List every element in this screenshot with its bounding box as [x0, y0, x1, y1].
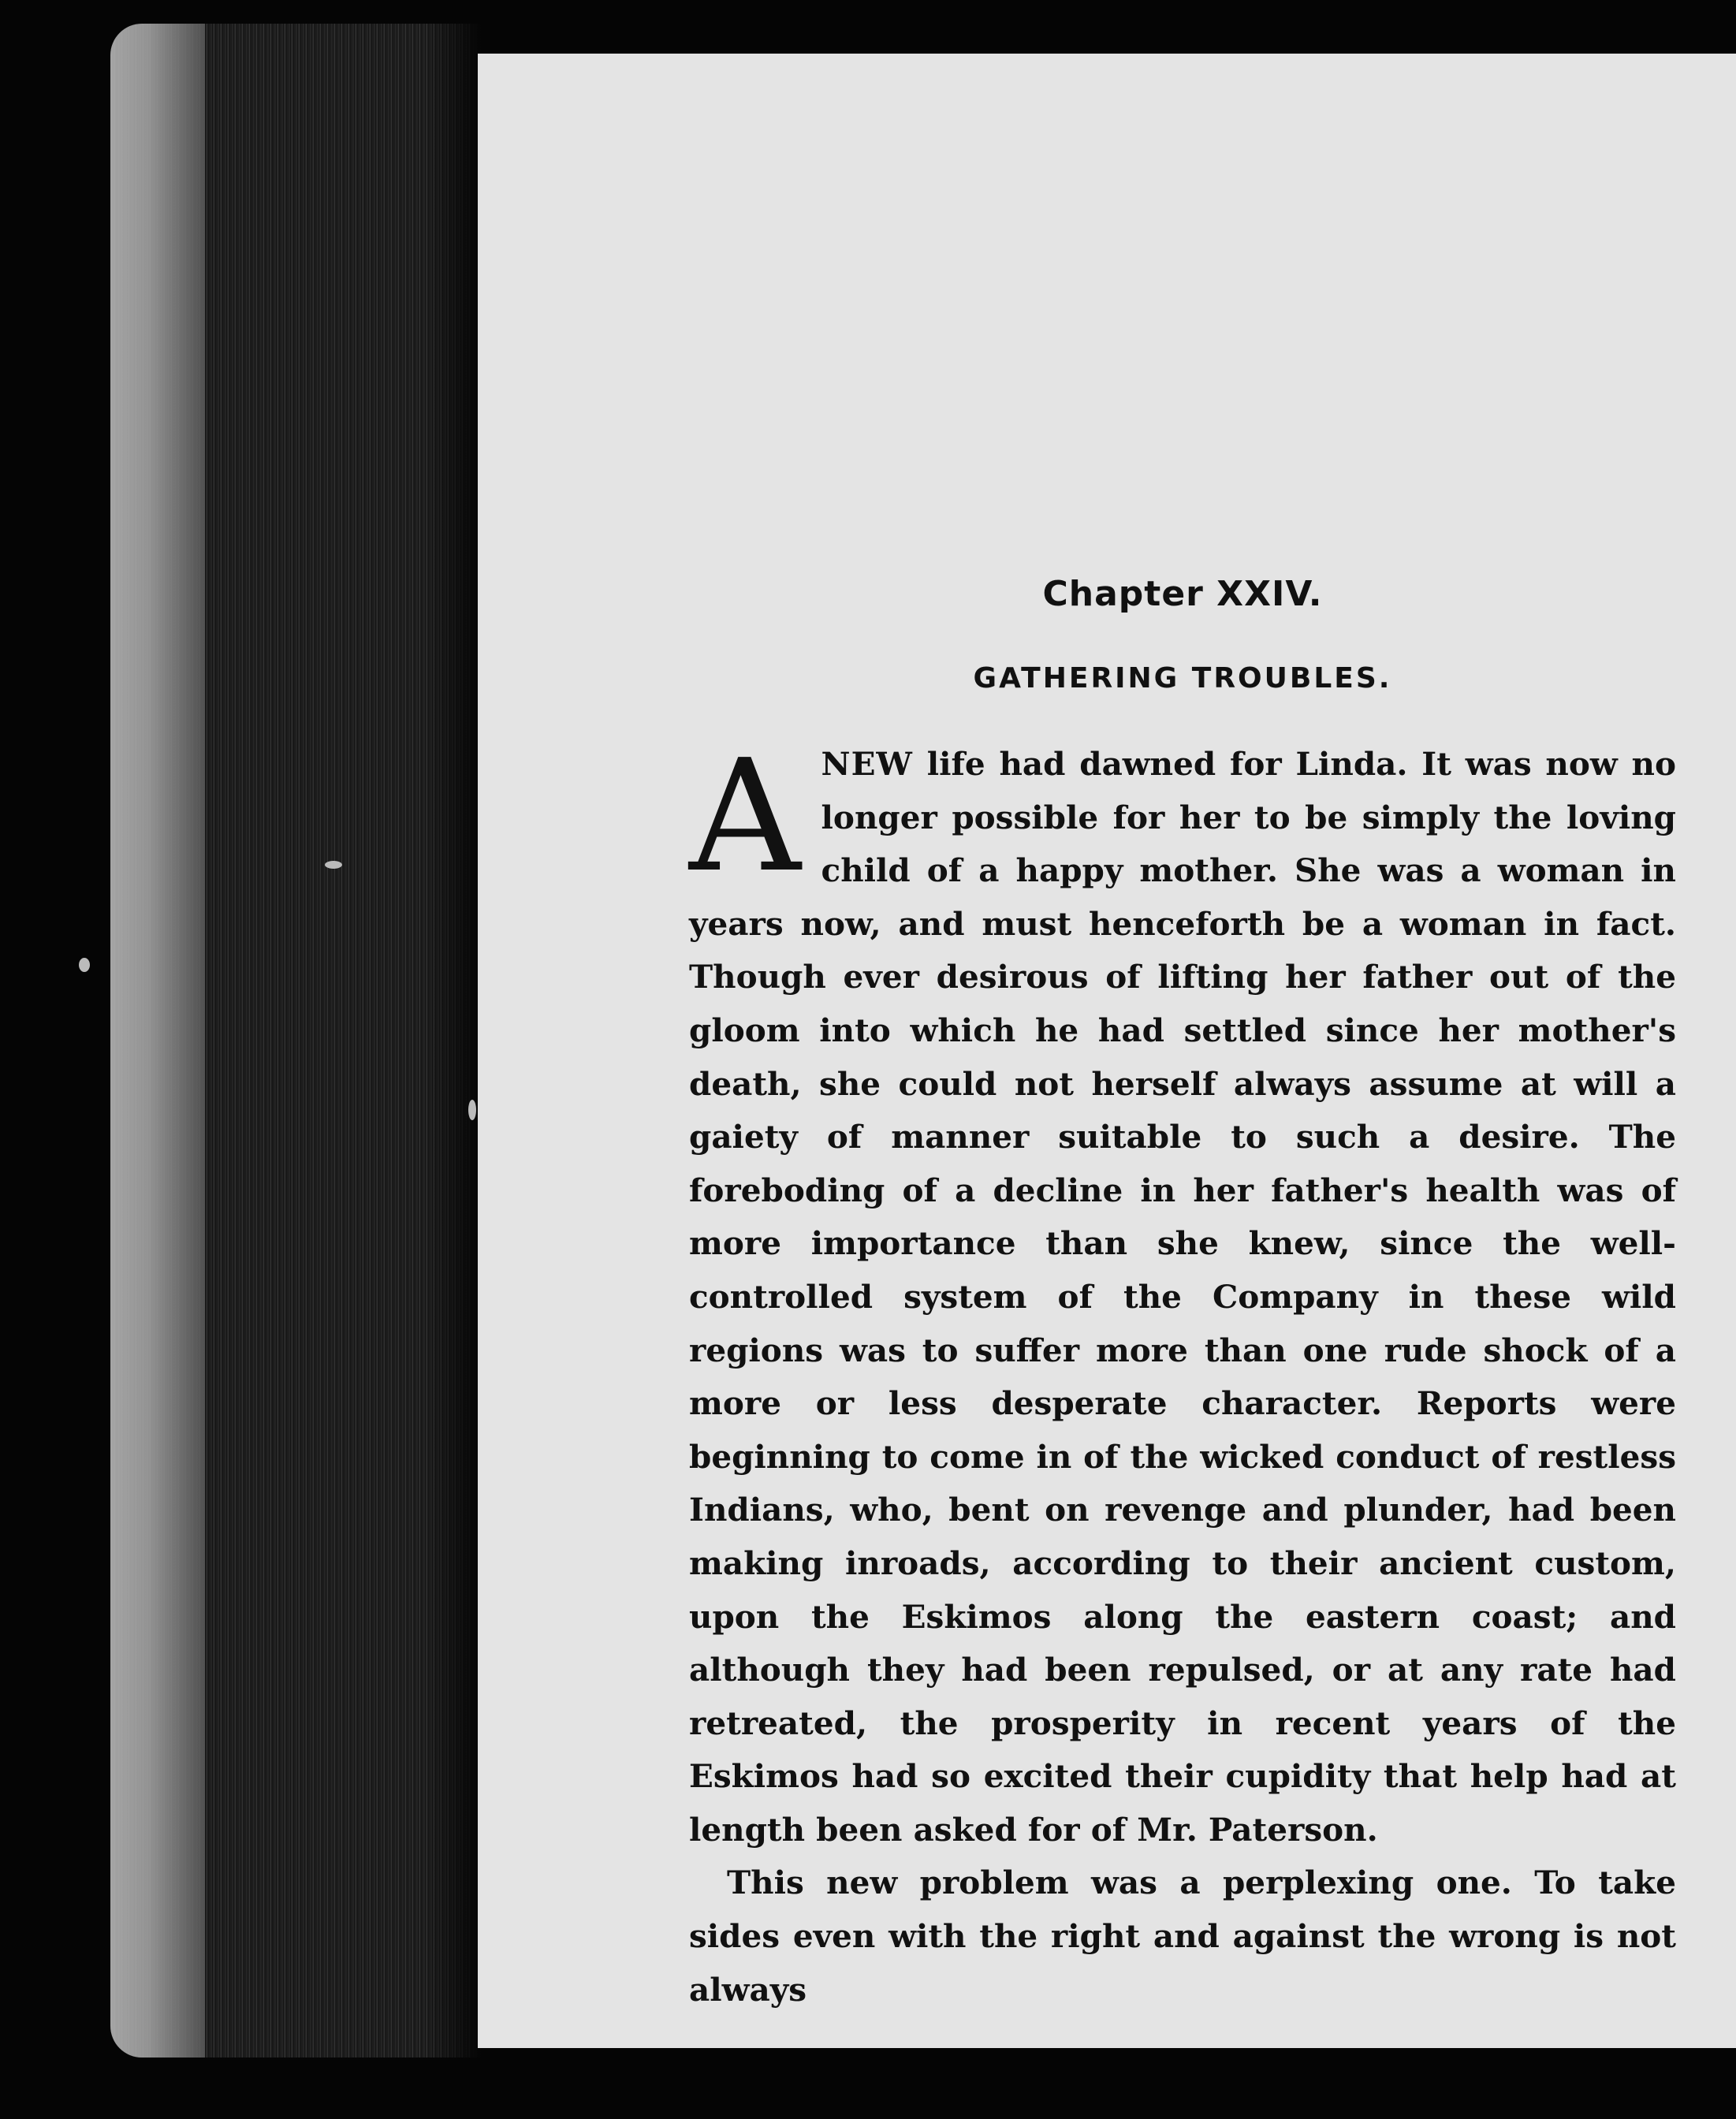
chapter-body: [689, 727, 1676, 2017]
scan-speck: [468, 1100, 476, 1120]
paragraph-1: [689, 727, 1676, 1856]
drop-cap: A: [689, 727, 801, 907]
gutter-shadow: [426, 24, 481, 2058]
opening-word: NEW: [821, 745, 913, 783]
book-cover-edge: [110, 24, 205, 2058]
chapter-title: Chapter XXIV.: [1042, 574, 1323, 614]
paragraph-1-text: life had dawned for Linda. It was now no longer possible for her to be simply the loving child of a happy mother. She was a woman in years now, and must henceforth be a woman in fact. Though ever desirous of lifting her father out of the gloom into which he had settled since her mother's death, she could not herself always assume at will a gaiety of manner suitable to such a desire. The foreboding of a decline in her father's health was of more importance than she knew, since the well-controlled system of the Company in these wild regions was to suffer more than one rude shock of a more or less desperate character. Reports were beginning to come in of the wicked conduct of restless Indians, who, bent on revenge and plunder, had been making inroads, according to their ancient custom, upon the Eskimos along the eastern coast; and although they had been repulsed, or at any rate had retreated, the prosperity in recent years of the Eskimos had so excited their cupidity that help had at length been asked for of Mr. Paterson.: [689, 745, 1676, 1849]
scan-speck: [79, 958, 90, 972]
paragraph-2: This new problem was a perplexing one. To take sides even with the right and against the wrong is not always: [689, 1864, 1676, 2009]
scan-speck: [325, 861, 342, 869]
book-page: [478, 54, 1736, 2048]
chapter-subtitle: GATHERING TROUBLES.: [973, 662, 1392, 695]
